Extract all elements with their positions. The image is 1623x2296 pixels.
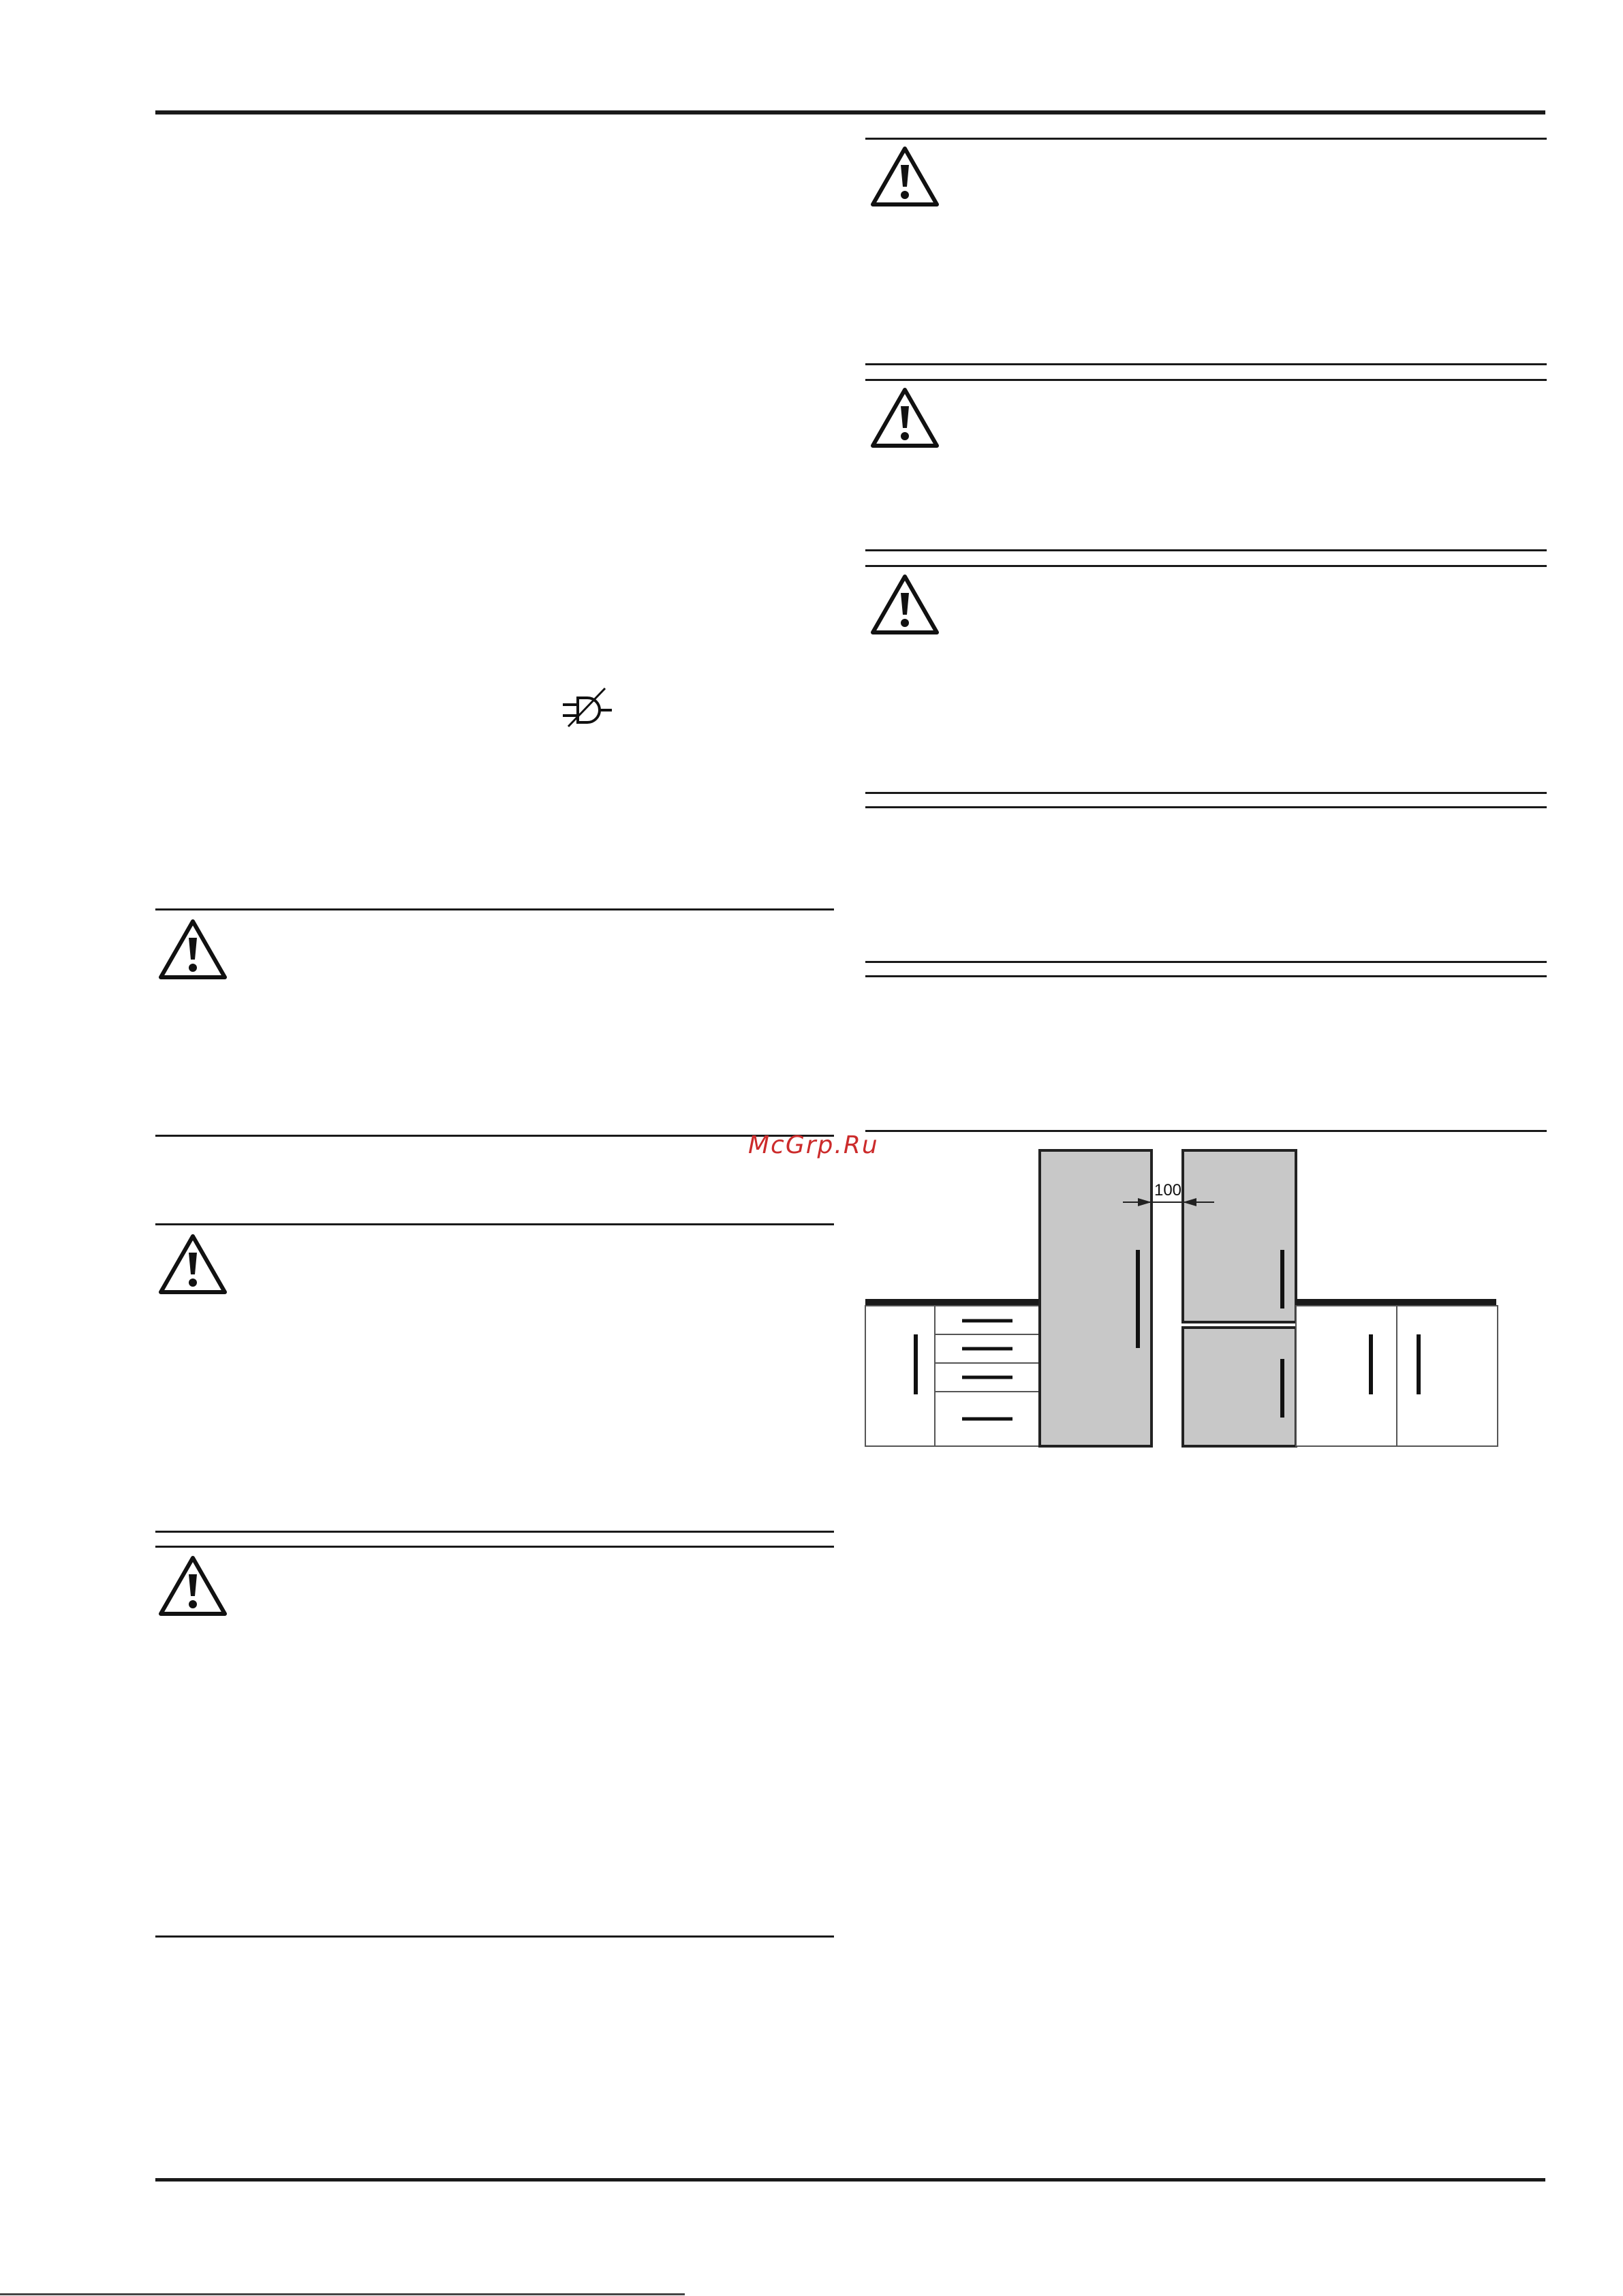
warning-triangle-icon <box>157 1554 229 1618</box>
left-cabinet-door <box>865 1306 935 1446</box>
right-warning-1-top-rule <box>865 138 1547 140</box>
right-note-2-bottom-rule <box>865 1130 1547 1132</box>
left-warning-1-bottom-rule <box>155 1135 834 1137</box>
combi-appliance-upper <box>1183 1150 1296 1322</box>
watermark: McGrp.Ru <box>748 1131 879 1159</box>
left-warning-3-top-rule <box>155 1546 834 1548</box>
combi-appliance-lower <box>1183 1328 1296 1446</box>
right-note-2-top-rule <box>865 975 1547 977</box>
right-warning-3-bottom-rule <box>865 792 1547 794</box>
warning-triangle-icon <box>869 144 941 209</box>
warning-triangle-icon <box>157 1232 229 1296</box>
left-warning-1-top-rule <box>155 908 834 910</box>
right-cabinet-door <box>1397 1306 1498 1446</box>
dimension-label: 100 <box>1154 1181 1182 1199</box>
warning-triangle-icon <box>157 917 229 981</box>
right-note-1-top-rule <box>865 806 1547 808</box>
right-warning-1-bottom-rule <box>865 363 1547 365</box>
warning-triangle-icon <box>869 572 941 637</box>
tall-appliance-left <box>1040 1150 1151 1446</box>
plug-symbol-icon <box>560 684 615 729</box>
right-warning-3-top-rule <box>865 565 1547 567</box>
right-countertop <box>1296 1299 1496 1306</box>
left-warning-2-bottom-rule <box>155 1531 834 1533</box>
left-warning-3-bottom-rule <box>155 1935 834 1938</box>
right-warning-2-top-rule <box>865 379 1547 381</box>
left-countertop <box>865 1299 1041 1306</box>
page-bottom-rule <box>155 2178 1545 2182</box>
installation-figure <box>864 1148 1502 1450</box>
right-cabinet-door <box>1296 1306 1397 1446</box>
page-footer-line <box>0 2293 685 2295</box>
page-top-rule <box>155 110 1545 114</box>
left-warning-2-top-rule <box>155 1223 834 1225</box>
right-note-1-bottom-rule <box>865 961 1547 963</box>
warning-triangle-icon <box>869 386 941 450</box>
right-warning-2-bottom-rule <box>865 549 1547 551</box>
